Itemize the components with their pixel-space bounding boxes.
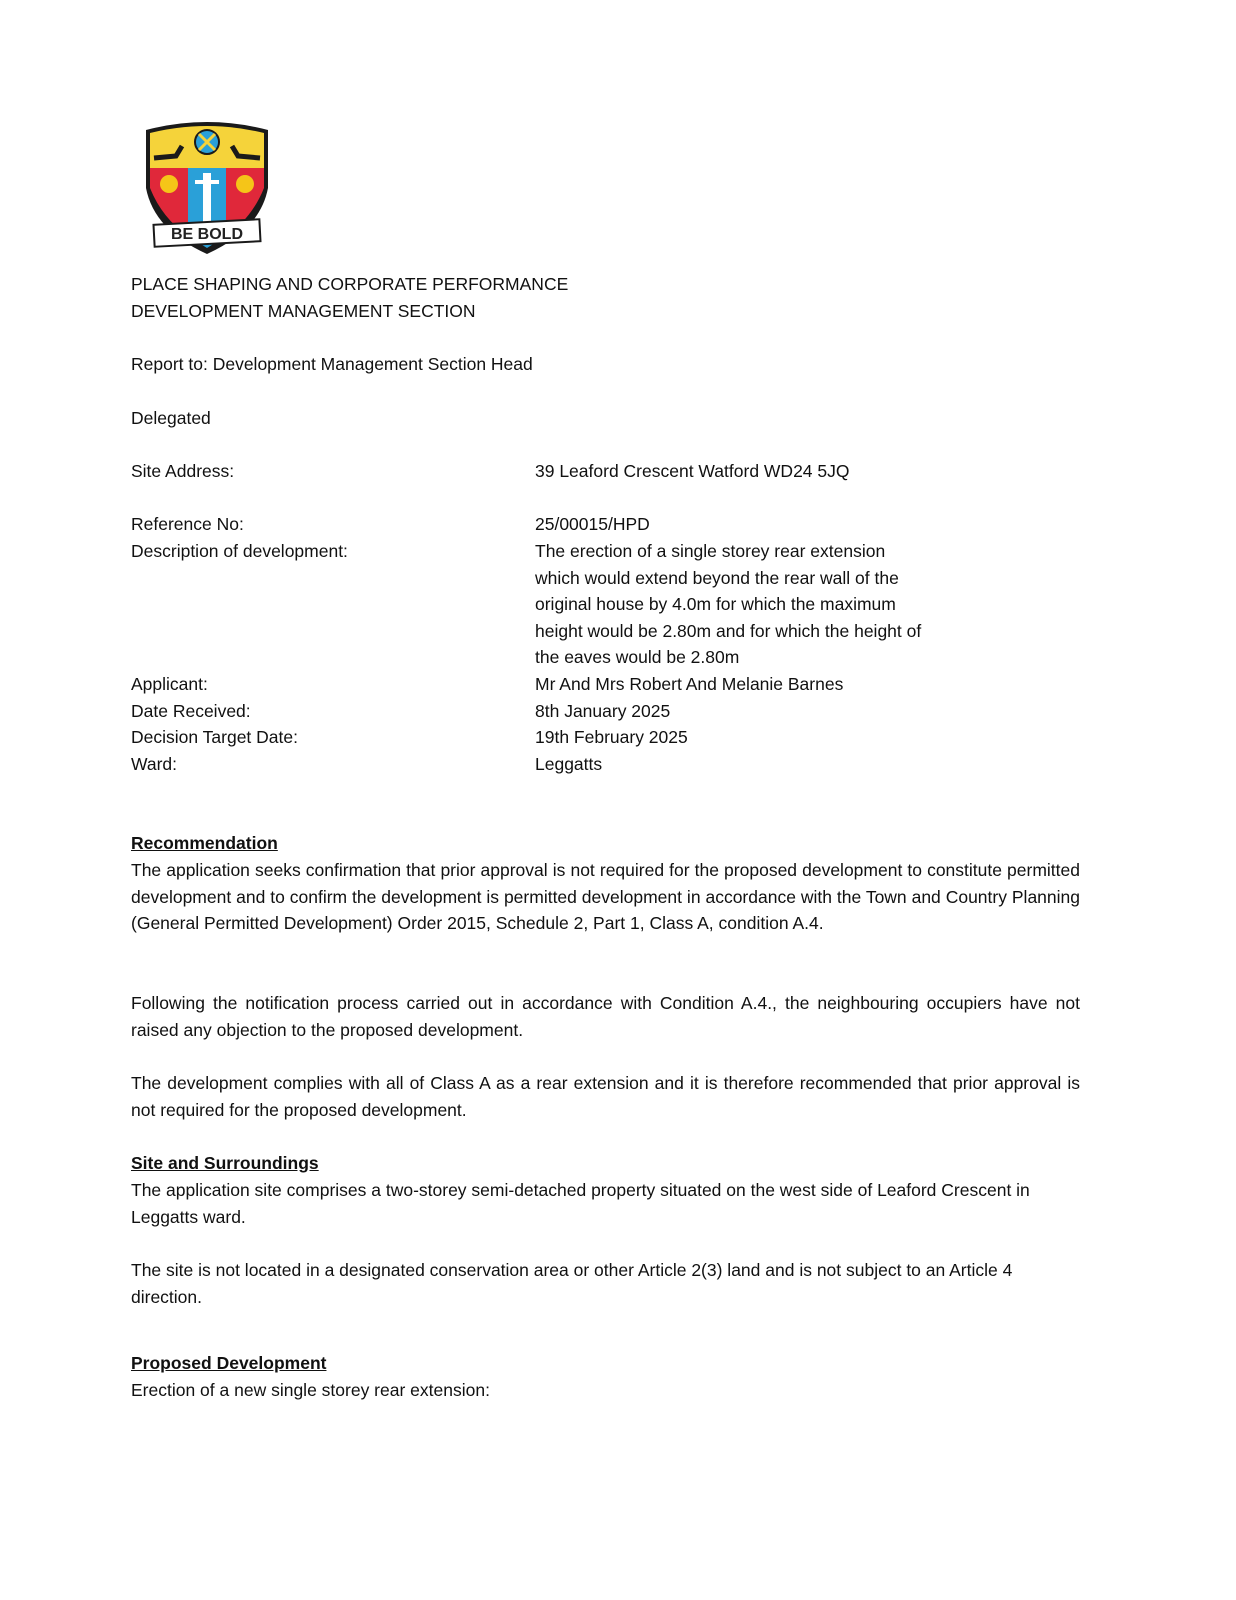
report-to: Report to: Development Management Section Head — [131, 354, 533, 374]
svg-text:BE BOLD: BE BOLD — [171, 226, 243, 243]
recommendation-paragraph-1: The application seeks confirmation that prior approval is not required for the proposed development to constitute permitted development and to confirm the development is permitted development in accordance with the Town and Country Planning (General Permitted Development) Order 2015, Schedule 2, Part 1, Class A, condition A.4. — [131, 860, 1080, 934]
description-line: The erection of a single storey rear extension — [535, 541, 886, 561]
department-title: PLACE SHAPING AND CORPORATE PERFORMANCE — [131, 274, 569, 294]
site-address-row — [131, 458, 1081, 485]
date-received-row — [131, 698, 1081, 725]
applicant-row — [131, 671, 1081, 698]
site-paragraph-1: The application site comprises a two-storey semi-detached property situated on the west side of Leaford Crescent in Leggatts ward. — [131, 1180, 1030, 1227]
recommendation-paragraph-2: Following the notification process carried out in accordance with Condition A.4., the neighbouring occupiers have not raised any objection to the proposed development. — [131, 993, 1080, 1040]
ward-value: Leggatts — [535, 754, 603, 774]
proposed-paragraph-1: Erection of a new single storey rear extension: — [131, 1380, 490, 1400]
proposed-development-heading: Proposed Development — [131, 1353, 327, 1373]
site-paragraph-2: The site is not located in a designated conservation area or other Article 2(3) land and is not subject to an Article 4 direction. — [131, 1260, 1013, 1307]
decision-target-label: Decision Target Date: — [131, 727, 298, 747]
description-line: the eaves would be 2.80m — [535, 647, 740, 668]
section-title: DEVELOPMENT MANAGEMENT SECTION — [131, 301, 476, 321]
description-label: Description of development: — [131, 541, 348, 561]
date-received-value: 8th January 2025 — [535, 701, 671, 721]
description-line: height would be 2.80m and for which the height of — [535, 620, 922, 641]
site-address-value: 39 Leaford Crescent Watford WD24 5JQ — [535, 461, 850, 481]
decision-target-row — [131, 724, 1081, 751]
applicant-value: Mr And Mrs Robert And Melanie Barnes — [535, 674, 844, 694]
description-line: original house by 4.0m for which the maximum — [535, 594, 896, 615]
description-value — [535, 538, 1055, 671]
site-address-label: Site Address: — [131, 461, 235, 481]
delegated-label: Delegated — [131, 408, 211, 428]
reference-row — [131, 511, 1081, 538]
applicant-label: Applicant: — [131, 674, 208, 694]
ward-row — [131, 751, 1081, 778]
site-surroundings-heading: Site and Surroundings — [131, 1153, 319, 1173]
description-line: which would extend beyond the rear wall of the — [535, 567, 899, 588]
reference-value: 25/00015/HPD — [535, 514, 650, 534]
date-received-label: Date Received: — [131, 701, 251, 721]
recommendation-paragraph-3: The development complies with all of Class A as a rear extension and it is therefore recommended that prior approval is not required for the proposed development. — [131, 1073, 1080, 1120]
ward-label: Ward: — [131, 754, 178, 774]
recommendation-heading: Recommendation — [131, 833, 278, 853]
reference-label: Reference No: — [131, 514, 244, 534]
decision-target-value: 19th February 2025 — [535, 727, 688, 747]
council-crest-logo — [140, 118, 274, 258]
